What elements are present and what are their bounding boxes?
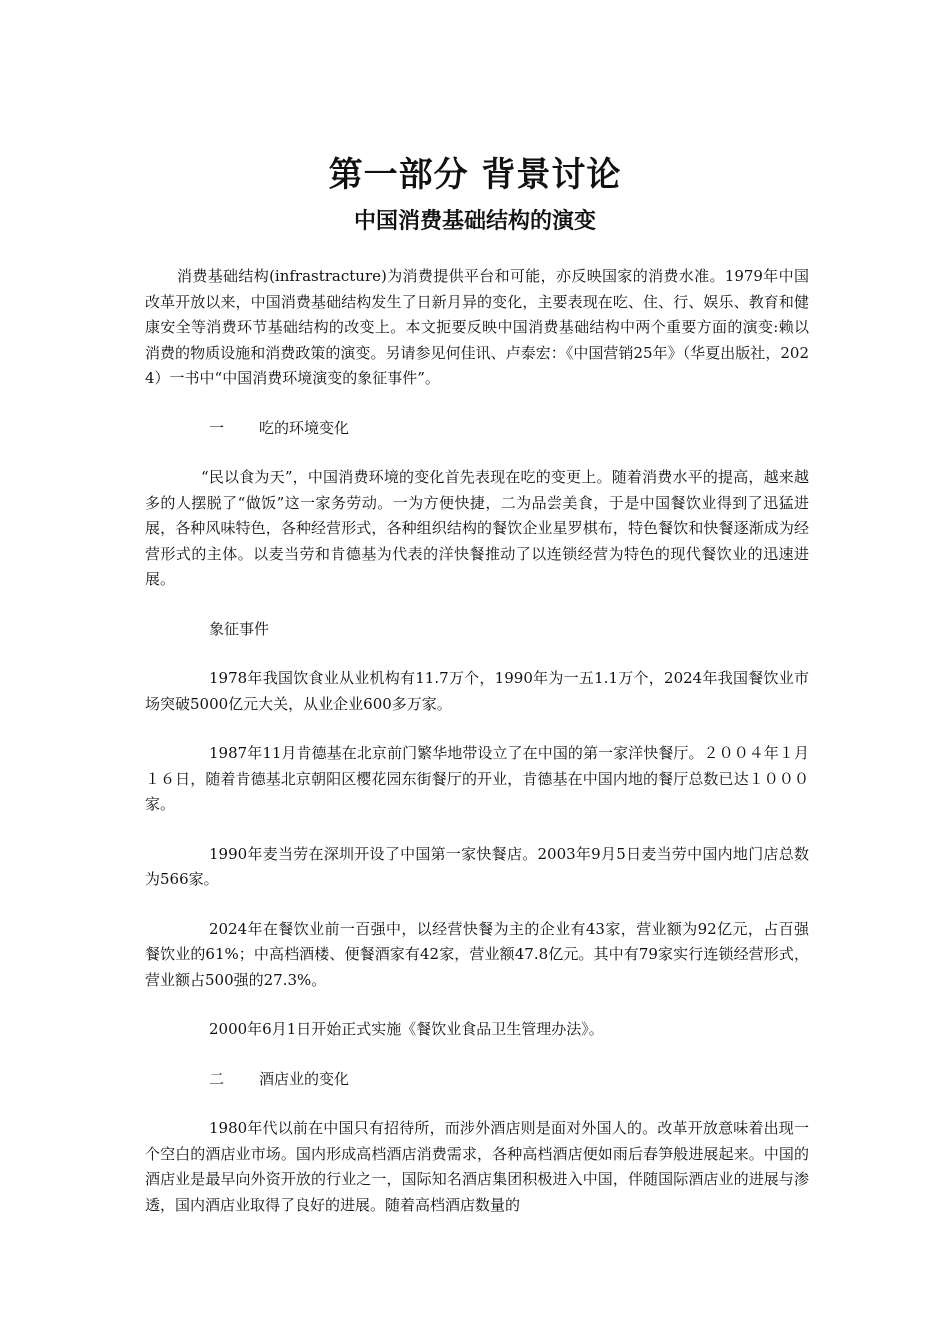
section2-paragraph: 1980年代以前在中国只有招待所，而涉外酒店则是面对外国人的。改革开放意味着出现一个空白的酒店业市场。国内形成高档酒店消费需求，各种高档酒店便如雨后春笋般进展起来。中国的酒店业是最早向外资开放的行业之一，国际知名酒店集团积极进入中国，伴随国际酒店业的进展与渗透，国内酒店业取得了良好的进展。随着高档酒店数量的 xyxy=(145,1119,809,1214)
intro-paragraph: 消费基础结构(infrastracture)为消费提供平台和可能，亦反映国家的消费水准。1979年中国改革开放以来，中国消费基础结构发生了日新月异的变化，主要表现在吃、住、行、娱乐、教育和健康安全等消费环节基础结构的改变上。本文扼要反映中国消费基础结构中两个重要方面的演变:赖以消费的物质设施和消费政策的演变。另请参见何佳讯、卢泰宏：《中国营销25年》（华夏出版社，2024）一书中“中国消费环境演变的象征事件”。 xyxy=(145,267,809,387)
document-body xyxy=(145,264,809,1242)
symbol-events-label: 象征事件 xyxy=(209,619,270,638)
section-number: 二 xyxy=(209,1069,225,1088)
section-heading-1 xyxy=(145,416,809,442)
section-title: 吃的环境变化 xyxy=(259,418,350,437)
event-paragraph-5: 2000年6月1日开始正式实施《餐饮业食品卫生管理办法》。 xyxy=(209,1020,604,1038)
event-paragraph-3: 1990年麦当劳在深圳开设了中国第一家快餐店。2003年9月5日麦当劳中国内地门店总数为566家。 xyxy=(145,844,809,888)
section-number: 一 xyxy=(209,418,225,437)
event-paragraph-2: 1987年11月肯德基在北京前门繁华地带设立了在中国的第一家洋快餐厅。２００４年１月１６日，随着肯德基北京朝阳区樱花园东街餐厅的开业，肯德基在中国内地的餐厅总数已达１０００家。 xyxy=(145,744,809,813)
event-paragraph-4: 2024年在餐饮业前一百强中，以经营快餐为主的企业有43家，营业额为92亿元，占百强餐饮业的61%；中高档酒楼、便餐酒家有42家，营业额47.8亿元。其中有79家实行连锁经营形式，营业额占500强的27.3%。 xyxy=(145,919,809,989)
page-subtitle: 中国消费基础结构的演变 xyxy=(353,209,596,234)
page-title: 第一部分 背景讨论 xyxy=(328,155,622,195)
section-title: 酒店业的变化 xyxy=(259,1069,350,1088)
section-heading-2 xyxy=(145,1067,809,1093)
event-paragraph-1: 1978年我国饮食业从业机构有11.7万个，1990年为一五1.1万个，2024年我国餐饮业市场突破5000亿元大关，从业企业600多万家。 xyxy=(145,669,809,713)
section1-paragraph: “民以食为天”，中国消费环境的变化首先表现在吃的变更上。随着消费水平的提高，越来越多的人摆脱了“做饭”这一家务劳动。一为方便快捷，二为品尝美食，于是中国餐饮业得到了迅猛进展，各种风味特色，各种经营形式，各种组织结构的餐饮企业星罗棋布，特色餐饮和快餐逐渐成为经营形式的主体。以麦当劳和肯德基为代表的洋快餐推动了以连锁经营为特色的现代餐饮业的迅速进展。 xyxy=(145,468,809,588)
